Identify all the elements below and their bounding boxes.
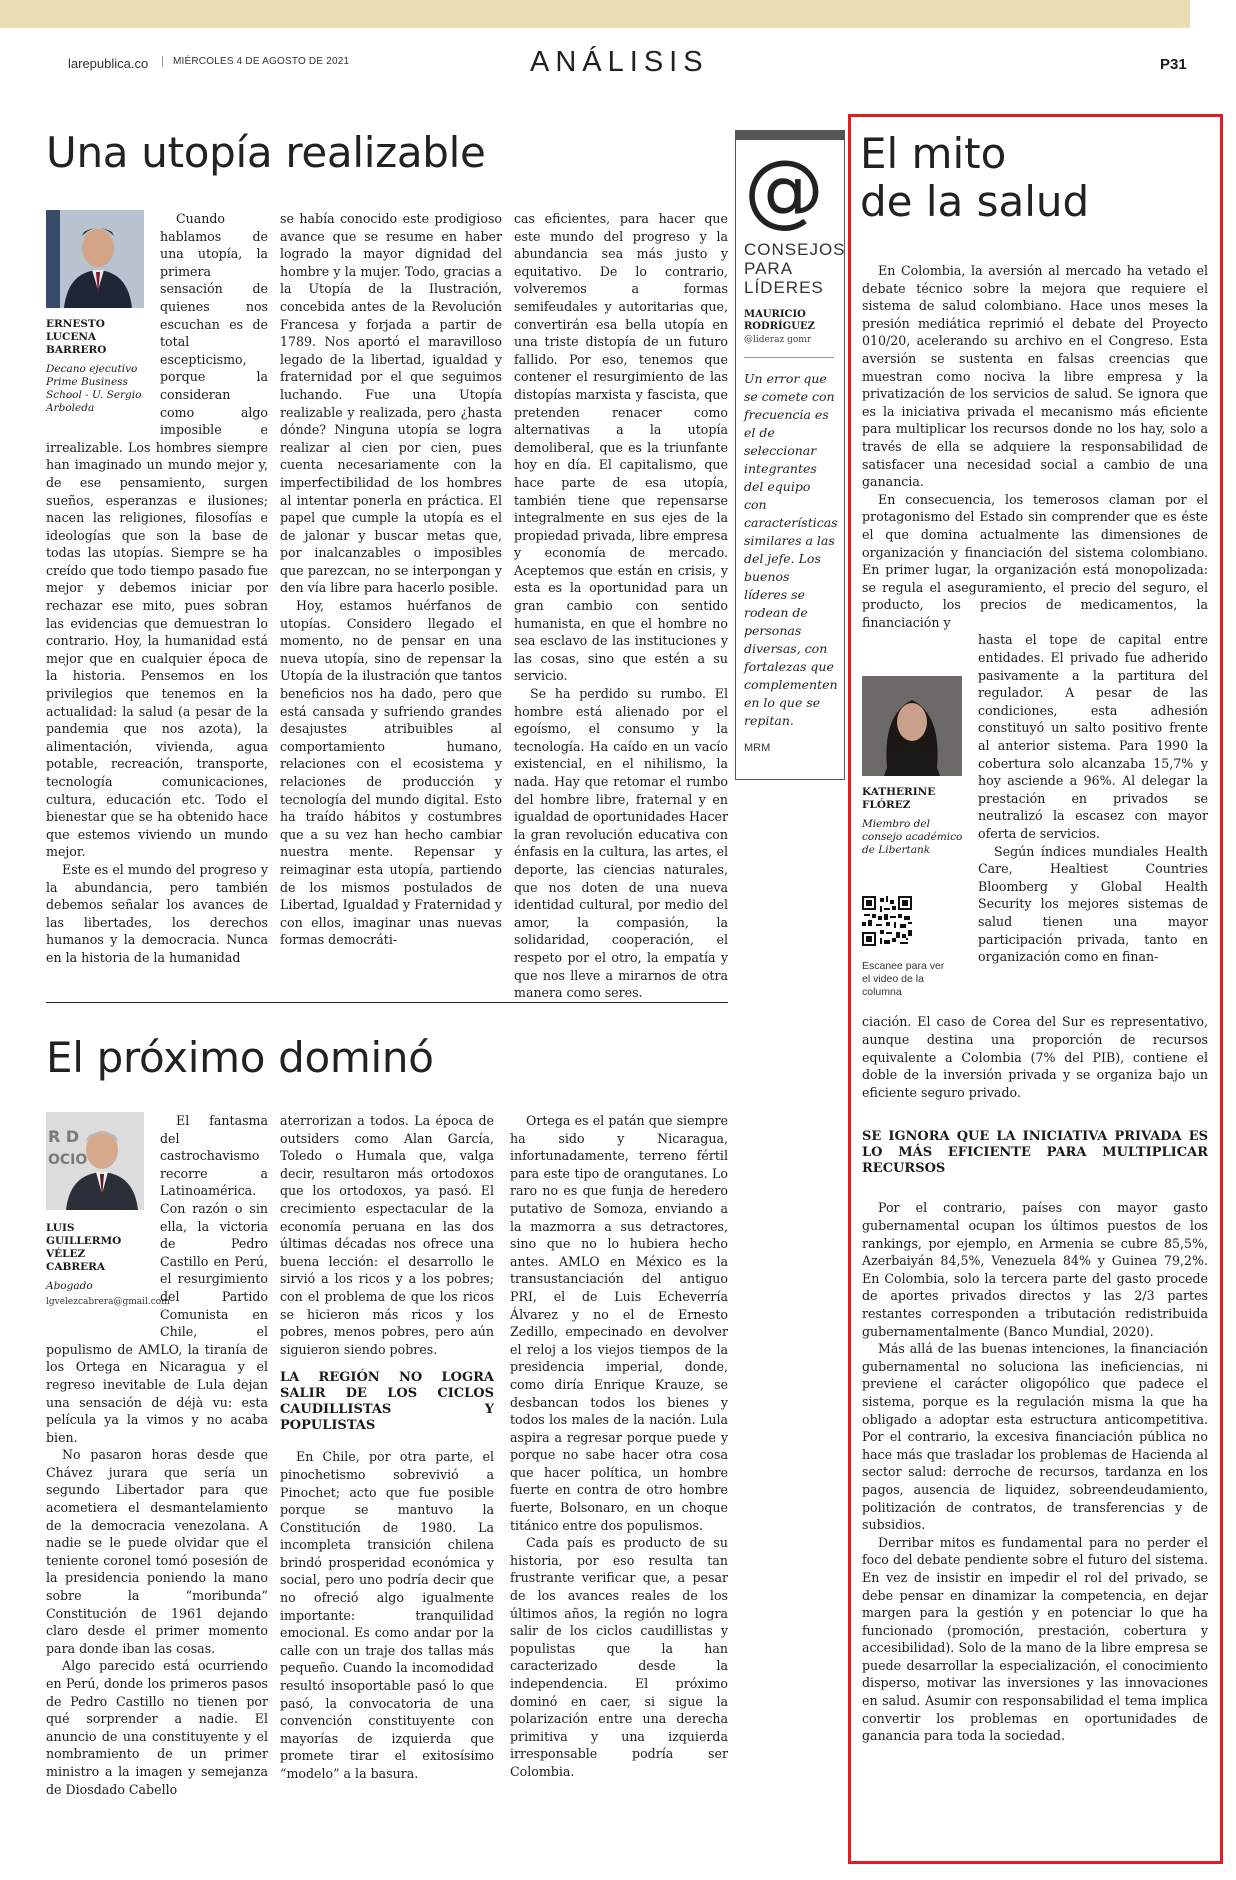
paragraph: hasta el tope de capital entre entidades. El privado fue adherido pasivamente a la partitura del regulador. A pesar de las condiciones, esta adhesión constituyó un salto positivo frente al anterior sistema. Para 1990 la cobertura solo alcanzaba 15,7% y hoy asciende a 96%. Al delegar la prestación en privados se neutralizó la escasez con mayor oferta de servicios. (978, 632, 1208, 841)
paragraph: se había conocido este prodigioso avance que se resume en haber logrado la mayor dignidad del hombre y la mujer. Todo, gracias a la Utopía de la Ilustración, concebida antes de la Revolución Francesa y forjada a partir de 1789. Nos aportó el maravilloso legado de la libertad, igualdad y fraternidad por el que seguimos luchando. Fue una Utopía realizable y realizada, pero ¿hasta dónde? Ninguna utopía se logra realizar al cien por cien, pues cuenta necesariamente con la imperfectibilidad de los hombres al intentar ponerla en práctica. El papel que cumple la utopía es el de jalonar y buscar metas que, por inalcanzables o imposibles que parezcan, no se interpongan y den vía libre para hacerlo posible. (280, 211, 502, 596)
author-name: LUIS GUILLERMO VÉLEZ CABRERA (46, 1222, 122, 1273)
qr-code-icon[interactable] (862, 896, 912, 946)
sidebar-handle[interactable]: @lideraz gomr (744, 335, 812, 345)
svg-text:OCIO: OCIO (48, 1152, 88, 1168)
author-photo-florez (862, 676, 962, 776)
paragraph: Cada país es producto de su historia, por eso resulta tan frustrante verificar que, a pesar de los avances reales de los últimos años, la región no logra salir de los ciclos caudillistas y populistas que la han caracterizado desde la independencia. El próximo dominó en caer, si sigue la polarización entre una derecha primitiva y una izquierda irresponsable podría ser Colombia. (510, 1535, 728, 1779)
paragraph: En Colombia, la aversión al mercado ha vetado el debate técnico sobre la mejora que requiere el sistema de salud colombiano. Hace unos meses la presión mediática reprimió el debate del Proyecto 010/20, acelerando su archivo en el Congreso. Esta aversión se sustenta en falsas creencias que muestran como nociva la libre empresa y la privatización de los servicios de salud. Se ignora que es la iniciativa privada el mecanismo más eficiente para multiplicar los recursos donde no los hay, solo a través de ella se adquiere la responsabilidad de satisfacer una necesidad social a cambio de una ganancia. (862, 263, 1208, 490)
paragraph: Hoy, estamos huérfanos de utopías. Considero llegado el momento, no de pensar en una nueva utopía, sino de repensar la Utopía de la ilustración que tantos beneficios nos ha dado, pero que está cansada y sufriendo grandes desajustes atribuibles al comportamiento humano, relaciones con el ecosistema y relaciones de producción y tecnología del mundo digital. Esto ha traído hábitos y costumbres que a su vez han hecho cambiar nuestra mente. Repensar y reimaginar esta utopía, partiendo de los mismos postulados de Libertad, Igualdad y Fraternidad y con ellos, imaginar unas nuevas formas democráti- (280, 598, 502, 948)
sidebar-author: MAURICIO RODRÍGUEZ (744, 309, 815, 332)
section-title: ANÁLISIS (530, 46, 709, 78)
qr-caption: Escanee para ver el video de la columna (862, 960, 945, 998)
paragraph: Cuando hablamos de una utopía, la primera sensación de quienes nos escuchan es de total escepticismo, porque la consideran como algo imposible e irrealizable. Los hombres siempre han imaginado un mundo mejor y, de ese pensamiento, surgen sueños, esperanzas e ilusiones; nacen las religiones, filosofías e ideologías que son la base de todas las utopías. Siempre se ha creído que todo tiempo pasado fue mejor y debemos iniciar por rechazar ese mito, pues sobran las evidencias que demuestran lo contrario. Hoy, la humanidad está mejor que en cualquier época de la historia. Pensemos en los privilegios que tenemos en la actualidad: la salud (a pesar de la pandemia que nos azota), la alimentación, vivienda, agua potable, recreación, transporte, tecnología comunicaciones, cultura, educación etc. Todo el bienestar que se ha obtenido hace que estemos viviendo un mundo mejor. (46, 211, 268, 860)
paragraph: No pasaron horas desde que Chávez jurara que sería un segundo Libertador para que acometiera el desmantelamiento de la democracia venezolana. A nadie se le puede olvidar que el teniente coronel tomó posesión de la presidencia poniendo la mano sobre la “moribunda” Constitución de 1961 dejando claro desde el primer momento para donde iban las cosas. (46, 1447, 268, 1656)
author-name: ERNESTO LUCENA BARRERO (46, 318, 107, 356)
article2-col3 (510, 1112, 728, 1852)
paragraph: El fantasma del castrochavismo recorre a Latinoamérica. Con razón o sin ella, la victoria de Pedro Castillo en Perú, el resurgimiento del Partido Comunista en Chile, el populismo de AMLO, la tiranía de los Ortega en Nicaragua y el regreso inevitable de Lula dejan una sensación de déjà vu: esta película ya la vimos y no acaba bien. (46, 1113, 268, 1445)
author-role: Miembro del consejo académico de Libertank (862, 818, 963, 856)
article3-body (862, 262, 1208, 1852)
article2-title: El próximo dominó (46, 1033, 434, 1082)
author-email[interactable]: lgvelezcabrera@gmail.com (46, 1297, 170, 1307)
article1-title: Una utopía realizable (46, 128, 486, 177)
svg-text:R D: R D (48, 1127, 80, 1146)
pull-quote: SE IGNORA QUE LA INICIATIVA PRIVADA ES LO MÁS EFICIENTE PARA MULTIPLICAR RECURSOS (862, 1129, 1208, 1177)
divider (744, 357, 834, 358)
article1-col1 (46, 210, 268, 1005)
title-line: El mito (860, 129, 1007, 178)
paragraph: Se ha perdido su rumbo. El hombre está alienado por el egoísmo, el consumo y la tecnología. Ha caído en un vacío existencial, en el nihilismo, la nada. Hay que retomar el rumbo del hombre libre, fraternal y en igualdad de oportunidades Hacer la gran revolución educativa con énfasis en la cultura, las artes, el deporte, las ciencias naturales, que nos doten de una nueva identidad cultural, por medio del amor, la compasión, la solidaridad, cooperación, el respeto por el otro, la empatía y que nos lleve a mirarnos de otra manera como seres. (514, 686, 728, 1001)
paragraph: aterrorizan a todos. La época de outsiders como Alan García, Toledo o Humala que, valga decir, resultaron más ortodoxos que los ortodoxos, ya pasó. El crecimiento espectacular de la economía peruana en las dos últimas décadas nos ofrece una buena lección: el desarrollo le sirvió a los ricos y a los pobres; con el problema de que los ricos se hicieron más ricos y los pobres, menos pobres, pero aún siguieron siendo pobres. (280, 1113, 494, 1357)
author-role: Abogado (46, 1280, 93, 1292)
paragraph: Este es el mundo del progreso y la abundancia, pero también debemos señalar los avances de las libertades, los derechos humanos y la democracia. Nunca en la historia de la humanidad (46, 861, 268, 965)
sidebar-label: CONSEJOS PARA LÍDERES (744, 240, 846, 297)
paragraph: En Chile, por otra parte, el pinochetismo sobrevivió a Pinochet; acto que fue posible porque se mantuvo la Constitución de 1980. La incompleta transición chilena brindó prosperidad económica y social, pero uno podría decir que no ofreció algo igualmente importante: tranquilidad emocional. Es como andar por la calle con un traje dos tallas más pequeño. Cuando la incomodidad resultó insoportable pasó lo que pasó, la convocatoria de una convención constituyente con mayorías de izquierda que promete tirar el exitosísimo “modelo” a la basura. (280, 1449, 494, 1781)
site-name[interactable]: larepublica.co (68, 56, 149, 71)
author-name: KATHERINE FLÓREZ (862, 786, 936, 811)
paragraph: Más allá de las buenas intenciones, la financiación gubernamental no soluciona las ineficiencias, ni previene el carácter oligopólico que padece el sistema, porque es la regulación misma la que ha obligado a adoptar esta estructura anticompetitiva. Por el contrario, la excesiva financiación pública no hace más que trasladar los problemas de Hacienda al sector salud: derroche de recursos, tardanza en los pagos, ausencia de liquidez, sobreendeudamiento, politización de contratos, de transferencias y de subsidios. (862, 1341, 1208, 1533)
article1-col2 (280, 210, 502, 1005)
paragraph: Algo parecido está ocurriendo en Perú, donde los primeros pasos de Pedro Castillo no tienen por qué sorprender a nadie. El anuncio de una constituyente y el nombramiento de un primer ministro a la imagen y semejanza de Diosdado Cabello (46, 1658, 268, 1797)
article2-col1 (46, 1112, 268, 1852)
sidebar-quote: Un error que se comete con frecuencia es el de seleccionar integrantes del equipo con características similares a las del jefe. Los buenos líderes se rodean de personas diversas, con fortalezas que complementen en lo que se repitan. (744, 371, 838, 728)
paragraph: Por el contrario, países con mayor gasto gubernamental ocupan los últimos puestos de los rankings, por ejemplo, en Armenia se cubre 85,5%, Azerbaiyán 84,5%, Venezuela 84% y Guinea 79,2%. En Colombia, solo la tercera parte del gasto procede de aportes privados directos y las 2/3 partes restantes corresponden a tributación redistribuida gubernamentalmente (Banco Mundial, 2020). (862, 1200, 1208, 1339)
sidebar-signature: MRM (744, 742, 771, 754)
paragraph: Derribar mitos es fundamental para no perder el foco del debate pendiente sobre el futuro del sistema. En vez de insistir en impedir el rol del privado, se debe pensar en dinamizar la competencia, en dejar margen para la gestión y en potenciar lo que ha funcionado (promoción, prestación, cobertura y accesibilidad). Solo de la mano de la libre empresa se puede desarrollar la especialización, el conocimiento disperso, motivar las inversiones y las innovaciones en salud. Asumir con responsabilidad el tema implica convertir los problemas en oportunidades de ganancia para toda la sociedad. (862, 1534, 1208, 1744)
author-role: Decano ejecutivo Prime Business School - U. Sergio Arboleda (46, 363, 142, 414)
paragraph: Según índices mundiales Health Care, Healtiest Countries Bloomberg y Global Health Security los mejores sistemas de salud tienen una mayor participación privada, tanto en organización como en finan- (978, 843, 1208, 965)
divider (46, 1002, 728, 1003)
article2-col2 (280, 1112, 494, 1852)
page-number: P31 (1160, 56, 1187, 73)
issue-date: MIÉRCOLES 4 DE AGOSTO DE 2021 (162, 56, 349, 67)
paragraph: Ortega es el patán que siempre ha sido y Nicaragua, infortunadamente, terreno fértil para este tipo de orangutanes. Lo raro no es que funja de heredero putativo de Somoza, enviando a la mazmorra a sus detractores, sino que no lo hubiera hecho antes. AMLO en México es la transustanciación del antiguo PRI, el de Luis Echeverría Álvarez y no el de Ernesto Zedillo, empecinado en devolver el reloj a los viejos tiempos de la presidencia imperial, donde, como diría Enrique Krauze, se desbancan todos los bienes y todos los males de la nación. Lula aspira a regresar porque puede y porque no sabe hacer otra cosa que hacer política, un hombre fuerte en contra de otro hombre fuerte, Bolsonaro, en un choque titánico entre dos populismos. (510, 1113, 728, 1533)
leaders-tips-box (735, 130, 845, 780)
at-symbol-icon: @ (744, 143, 824, 236)
article1-col3 (514, 210, 728, 1005)
title-line: de la salud (860, 177, 1090, 226)
pull-quote: LA REGIÓN NO LOGRA SALIR DE LOS CICLOS CAUDILLISTAS Y POPULISTAS (280, 1370, 494, 1434)
top-color-band (0, 0, 1190, 28)
paragraph: ciación. El caso de Corea del Sur es representativo, aunque destina una proporción de recursos equivalente a Colombia (7% del PIB), contiene el doble de la inversión privada y se organiza bajo un eficiente seguro privado. (862, 1014, 1208, 1100)
article3-title (860, 130, 1089, 226)
paragraph: cas eficientes, para hacer que este mundo del progreso y la abundancia sea más justo y equitativo. De lo contrario, volveremos a formas semifeudales y autoritarias que, convertirán esa bella utopía en una triste distopía de un futuro fallido. Por eso, tenemos que contener el resurgimiento de las distopías marxista y fascista, que pretenden renacer como alternativas a la utopía demoliberal, que es la triunfante hoy en día. El capitalismo, que hace parte de esa utopía, también tiene que repensarse integralmente en sus ejes de la propiedad privada, libre empresa y economía de mercado. Aceptemos que están en crisis, y esta es la oportunidad para un gran cambio con sentido humanista, en que el hombre no sea esclavo de las instituciones y las cosas, sino que estén a su servicio. (514, 211, 728, 684)
paragraph: En consecuencia, los temerosos claman por el protagonismo del Estado sin comprender que es éste el que domina actualmente las dimensiones de organización y financiación del sistema colombiano. En primer lugar, la organización está monopolizada: se regula el aseguramiento, el precio del seguro, el producto, los precios de medicamentos, la financiación y (862, 491, 1208, 630)
